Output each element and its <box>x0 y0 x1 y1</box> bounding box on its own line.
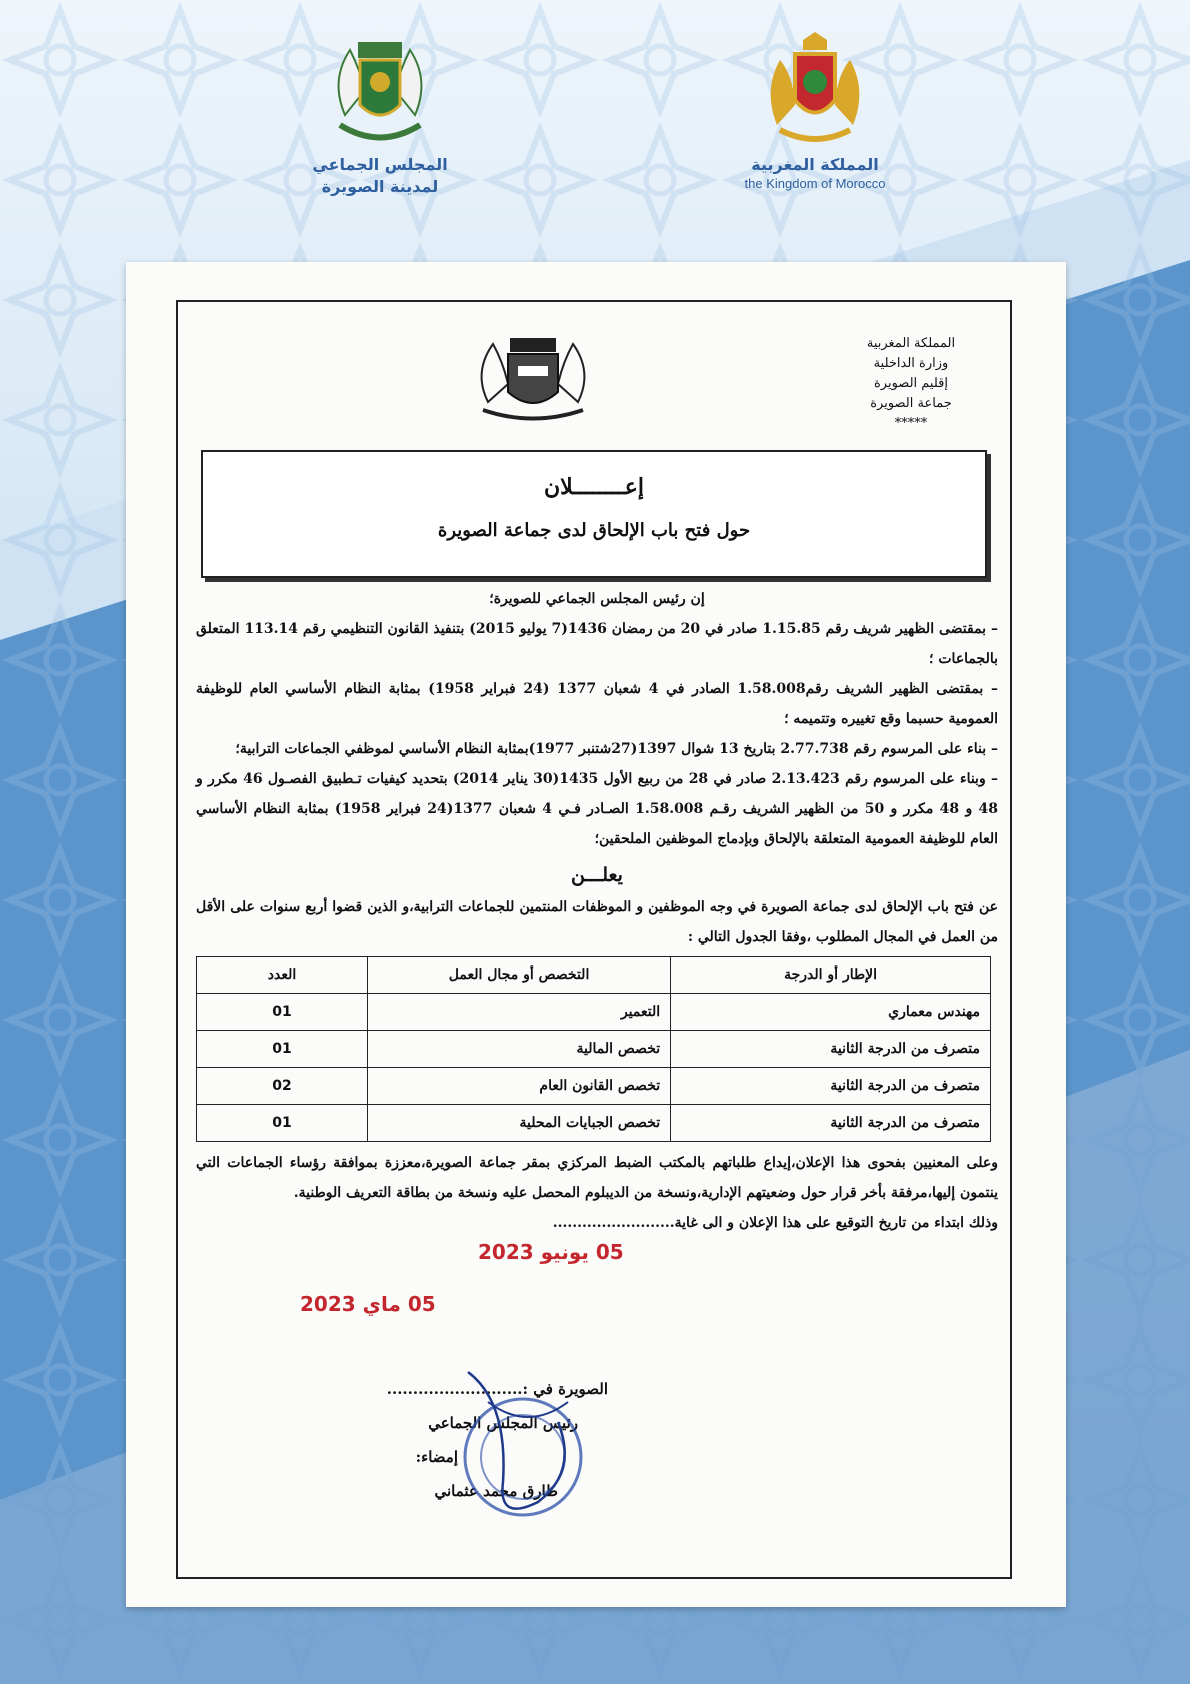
table-row <box>197 994 991 1031</box>
legal-clause: – بناء على المرسوم رقم 2.77.738 بتاريخ 13 شوال 1397(27شتنبر 1977)بمثابة النظام الأساسي لموظفي الجماعات الترابية؛ <box>235 741 998 757</box>
cell-grade: مهندس معماري <box>671 994 991 1031</box>
kingdom-coat-of-arms-icon <box>755 30 875 150</box>
legal-clause: – بمقتضى الظهير شريف رقم 1.15.85 صادر في 20 من رمضان 1436(7 يوليو 2015) بتنفيذ القانون التنظيمي رقم 113.14 المتعلق بالجماعات ؛ <box>196 621 998 667</box>
announcement-body <box>196 584 998 1238</box>
official-round-stamp-icon <box>448 1362 598 1532</box>
signature-place: الصويرة في :.......................... <box>386 1380 608 1398</box>
admin-line: جماعة الصويرة <box>870 396 952 411</box>
header-grade: الإطار أو الدرجة <box>671 957 991 994</box>
signed-date-stamp: 05 ماي 2023 <box>300 1292 436 1316</box>
kingdom-name-en: the Kingdom of Morocco <box>744 176 886 191</box>
signature-label: إمضاء: <box>415 1448 458 1466</box>
council-seal-icon <box>468 332 598 422</box>
header-count: العدد <box>197 957 368 994</box>
announcement-statement: عن فتح باب الإلحاق لدى جماعة الصويرة في وجه الموظفين و الموظفات المنتمين للجماعات الترابية،و الذين قضوا أربع سنوات على الأقل من العمل في المجال المطلوب ،وفقا الجدول التالي : <box>196 899 998 945</box>
cell-grade: متصرف من الدرجة الثانية <box>671 1105 991 1142</box>
document-frame <box>176 300 1012 1579</box>
table-row <box>197 1105 991 1142</box>
table-header-row <box>197 957 991 994</box>
legal-clause: – بمقتضى الظهير الشريف رقم1.58.008 الصادر في 4 شعبان 1377 (24 فبراير 1958) بمثابة النظام الأساسي العام للوظيفة العمومية حسبما وقع تغييره وتتميمه ؛ <box>196 681 998 727</box>
admin-line: وزارة الداخلية <box>873 356 949 371</box>
title-box <box>201 450 987 578</box>
admin-line: المملكة المغربية <box>866 336 956 351</box>
announcement-title: إعــــــــلان <box>543 474 645 500</box>
header-specialty: التخصص أو مجال العمل <box>368 957 671 994</box>
deadline-stamp: 05 يونيو 2023 <box>478 1240 624 1264</box>
council-emblem-icon <box>320 30 440 150</box>
council-logo-block <box>290 30 470 198</box>
announcement-subtitle: حول فتح باب الإلحاق لدى جماعة الصويرة <box>437 520 751 541</box>
cell-grade: متصرف من الدرجة الثانية <box>671 1068 991 1105</box>
kingdom-name-ar: المملكة المغربية <box>751 155 879 174</box>
cell-specialty: تخصص المالية <box>368 1031 671 1068</box>
intro-line: إن رئيس المجلس الجماعي للصويرة؛ <box>489 591 705 607</box>
council-name: المجلس الجماعي <box>312 155 448 174</box>
cell-count: 01 <box>197 994 368 1031</box>
announce-heading: يعلـــن <box>571 864 623 886</box>
positions-table <box>196 956 991 1142</box>
announcement-paper <box>126 262 1066 1607</box>
cell-specialty: التعمير <box>368 994 671 1031</box>
table-row <box>197 1031 991 1068</box>
signature-role: رئيس المجلس الجماعي <box>428 1414 578 1432</box>
admin-stars: ***** <box>894 416 928 431</box>
cell-specialty: تخصص القانون العام <box>368 1068 671 1105</box>
table-row <box>197 1068 991 1105</box>
cell-count: 01 <box>197 1105 368 1142</box>
cell-grade: متصرف من الدرجة الثانية <box>671 1031 991 1068</box>
council-city: لمدينة الصويرة <box>321 177 439 196</box>
signer-name: طارق محمد عثماني <box>434 1482 558 1500</box>
kingdom-logo-block <box>715 30 915 191</box>
admin-line: إقليم الصويرة <box>873 376 948 391</box>
legal-clause: – وبناء على المرسوم رقم 2.13.423 صادر في 28 من ربيع الأول 1435(30 يناير 2014) بتحديد كيفيات تـطبيق الفصـول 46 مكرر و 48 و 48 مكرر و 50 من الظهير الشريف رقـم 1.58.008 الصـادر فـي 4 شعبان 1377(24 فبراير 1958) بمثابة النظام الأساسي العام للوظيفة العمومية المتعلقة بالإلحاق وبإدماج الموظفين الملحقين؛ <box>196 771 999 847</box>
closing-deadline: وذلك ابتداء من تاريخ التوقيع على هذا الإعلان و الى غاية......................... <box>552 1215 998 1231</box>
admin-header <box>826 334 996 434</box>
cell-specialty: تخصص الجبايات المحلية <box>368 1105 671 1142</box>
closing-paragraph: وعلى المعنيين بفحوى هذا الإعلان،إيداع طلباتهم بالمكتب الضبط المركزي بمقر جماعة الصويرة،معززة بموافقة رؤساء الجماعات التي ينتمون إليها،مرفقة بأخر قرار حول وضعيتهم الإدارية،ونسخة من الديبلوم المحصل عليه ونسخة من بطاقة التعريف الوطنية. <box>196 1155 998 1201</box>
cell-count: 02 <box>197 1068 368 1105</box>
cell-count: 01 <box>197 1031 368 1068</box>
